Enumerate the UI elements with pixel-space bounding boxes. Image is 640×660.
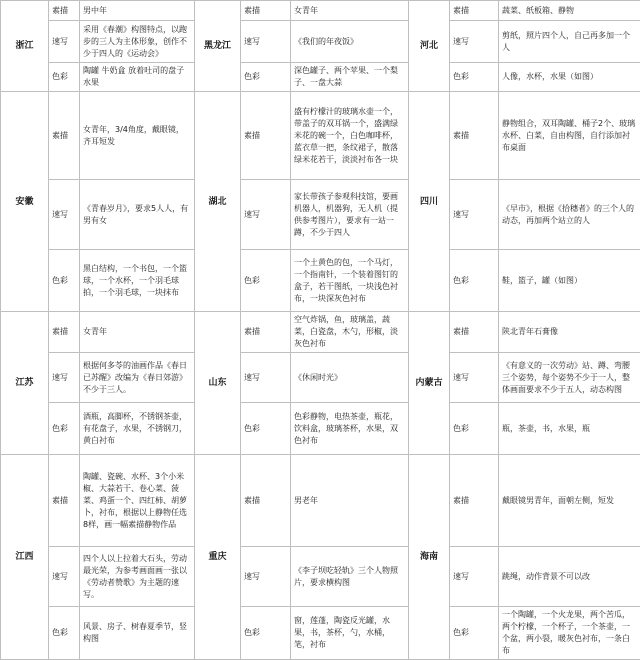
exam-type-cell: 速写 [241, 180, 291, 250]
province-cell: 四川 [409, 92, 450, 312]
exam-content-cell: 戴眼镜男青年，面朝左侧，短发 [499, 455, 640, 547]
exam-content-cell: 色彩静物，电热茶壶，瓶花，饮料盒，玻璃茶杯，水果，双色衬布 [291, 403, 409, 455]
exam-content-cell: 《早市》，根据《拾穗者》的三个人的动态，再加两个站立的人 [499, 180, 640, 250]
exam-type-cell: 速写 [241, 21, 291, 63]
table-row [1, 1, 640, 21]
exam-type-cell: 速写 [241, 353, 291, 403]
province-cell: 重庆 [195, 455, 241, 660]
exam-content-cell: 黑白结构，一个书包，一个篮球，一个水杯，一个羽毛球拍，一个羽毛球，一块抹布 [80, 250, 195, 312]
exam-type-cell: 色彩 [450, 250, 499, 312]
exam-type-cell: 素描 [241, 455, 291, 547]
exam-content-cell: 《李子坝吃轻轨》三个人物照片，要求横构图 [291, 547, 409, 607]
exam-content-cell: 根据何多苓的油画作品《春日已苏醒》改编为《春日郊游》不少于三人。 [80, 353, 195, 403]
exam-content-cell: 《休闲时光》 [291, 353, 409, 403]
exam-type-cell: 速写 [450, 547, 499, 607]
exam-type-cell: 速写 [241, 547, 291, 607]
province-cell: 河北 [409, 1, 450, 92]
exam-content-cell: 静物组合，双耳陶罐、桶子2个、玻璃水杯、白菜，自由构图，自行添加衬布桌面 [499, 92, 640, 180]
exam-type-cell: 素描 [49, 1, 80, 21]
exam-content-cell: 采用《春潮》构图特点，以跑步的三人为主体形象，创作不少于四人的《运动会》 [80, 21, 195, 63]
province-cell: 江西 [1, 455, 49, 660]
province-cell: 内蒙古 [409, 312, 450, 455]
exam-content-cell: 女青年，3/4角度，戴眼镜，齐耳短发 [80, 92, 195, 180]
exam-type-cell: 素描 [450, 312, 499, 353]
exam-content-cell: 家长带孩子参观科技馆，要画机器人，机器狗，无人机（提供参考图片），要求有一站一蹲，不少于四人 [291, 180, 409, 250]
exam-content-cell: 人像，水杯，水果（如图） [499, 63, 640, 92]
exam-type-cell: 素描 [49, 312, 80, 353]
exam-type-cell: 素描 [241, 312, 291, 353]
exam-content-cell: 陕北青年石膏像 [499, 312, 640, 353]
exam-type-cell: 色彩 [450, 607, 499, 660]
table-row [1, 607, 640, 660]
table-row [1, 547, 640, 607]
exam-type-cell: 速写 [450, 21, 499, 63]
exam-content-cell: 瓶，茶壶，书，水果，瓶 [499, 403, 640, 455]
exam-type-cell: 素描 [49, 455, 80, 547]
exam-content-cell: 男老年 [291, 455, 409, 547]
exam-type-cell: 素描 [450, 1, 499, 21]
table-row [1, 312, 640, 353]
exam-type-cell: 色彩 [49, 403, 80, 455]
exam-type-cell: 色彩 [49, 250, 80, 312]
table-row [1, 250, 640, 312]
exam-content-cell: 《我们的年夜饭》 [291, 21, 409, 63]
exam-content-cell: 跳绳，动作背景不可以改 [499, 547, 640, 607]
exam-type-cell: 素描 [450, 92, 499, 180]
table-row [1, 455, 640, 547]
exam-content-cell: 一个土黄色的包，一个马灯，一个指南针，一个装着图钉的盒子，若干图纸，一块浅色衬布，一块深灰色衬布 [291, 250, 409, 312]
table-row [1, 21, 640, 63]
exam-type-cell: 色彩 [49, 607, 80, 660]
exam-content-cell: 《有意义的一次劳动》站、蹲、弯腰三个姿势，每个姿势不少于一人，整体画面要求不少于五人，动态构图 [499, 353, 640, 403]
exam-type-cell: 色彩 [241, 63, 291, 92]
exam-content-cell: 女青年 [80, 312, 195, 353]
table-row [1, 92, 640, 180]
exam-type-cell: 速写 [49, 353, 80, 403]
table-row [1, 353, 640, 403]
exam-type-cell: 速写 [49, 547, 80, 607]
exam-content-cell: 酒瓶，高脚杯，不锈钢茶壶，有花盘子，水果，不锈钢刀，黄白衬布 [80, 403, 195, 455]
exam-content-cell: 盛有柠檬汁的玻璃水壶一个，带盖子的双耳锅一个，盛满绿米花的碗一个，白色咖啡杯，蓝衣草一把，条纹裙子，散落绿米花若干，淡淡衬布各一块 [291, 92, 409, 180]
exam-content-cell: 空气炸锅，鱼，玻璃盖，蔬菜，白瓷盘，木勺，形椒，淡灰色衬布 [291, 312, 409, 353]
exam-type-cell: 素描 [450, 455, 499, 547]
exam-type-cell: 速写 [450, 353, 499, 403]
exam-type-cell: 速写 [49, 180, 80, 250]
province-cell: 江苏 [1, 312, 49, 455]
exam-type-cell: 素描 [241, 1, 291, 21]
table-row [1, 403, 640, 455]
table-row [1, 180, 640, 250]
exam-type-cell: 素描 [241, 92, 291, 180]
exam-content-cell: 陶罐、瓷碗、水杯、3个小米椒、大蒜若干、卷心菜、菠菜、鸡蛋一个、四红柿、胡萝卜，衬布，根据以上静物任选8样，画一幅素描静物作品 [80, 455, 195, 547]
exam-content-cell: 蔬菜、纸板箱、静物 [499, 1, 640, 21]
province-cell: 浙江 [1, 1, 49, 92]
exam-content-cell: 鞋，篮子，罐（如图） [499, 250, 640, 312]
exam-content-cell: 剪纸，照片四个人，自己再多加一个人 [499, 21, 640, 63]
province-cell: 黑龙江 [195, 1, 241, 92]
exam-content-cell: 四个人以上拉着大石头，劳动最光荣，为参考画面画一张以《劳动者赞歌》为主题的速写。 [80, 547, 195, 607]
exam-type-cell: 色彩 [241, 403, 291, 455]
exam-type-cell: 色彩 [241, 607, 291, 660]
exam-type-cell: 色彩 [49, 63, 80, 92]
province-cell: 湖北 [195, 92, 241, 312]
exam-type-cell: 色彩 [241, 250, 291, 312]
province-cell: 安徽 [1, 92, 49, 312]
exam-type-cell: 色彩 [450, 403, 499, 455]
exam-type-cell: 色彩 [450, 63, 499, 92]
exam-type-cell: 素描 [49, 92, 80, 180]
exam-content-cell: 深色罐子、两个苹果、一个梨子、一盘大蒜 [291, 63, 409, 92]
exam-content-cell: 男中年 [80, 1, 195, 21]
exam-content-cell: 窗，莲蓬，陶瓷反光罐，水果，书，茶杯，勺，水桶，笔，衬布 [291, 607, 409, 660]
exam-type-cell: 速写 [450, 180, 499, 250]
exam-content-cell: 女青年 [291, 1, 409, 21]
province-cell: 海南 [409, 455, 450, 660]
table-row [1, 63, 640, 92]
province-cell: 山东 [195, 312, 241, 455]
exam-type-cell: 速写 [49, 21, 80, 63]
exam-content-cell: 风景、房子、树春夏季节，竖构图 [80, 607, 195, 660]
exam-content-cell: 《青春岁月》，要求5人人，有男有女 [80, 180, 195, 250]
exam-content-cell: 一个陶罐，一个火龙果，两个苦瓜，两个柠檬，一个杯子，一个茶壶，一个盆，两小裂，暖灰色衬布，一条白布 [499, 607, 640, 660]
exam-content-cell: 陶罐 牛奶盒 放着吐司的盘子 水果 [80, 63, 195, 92]
